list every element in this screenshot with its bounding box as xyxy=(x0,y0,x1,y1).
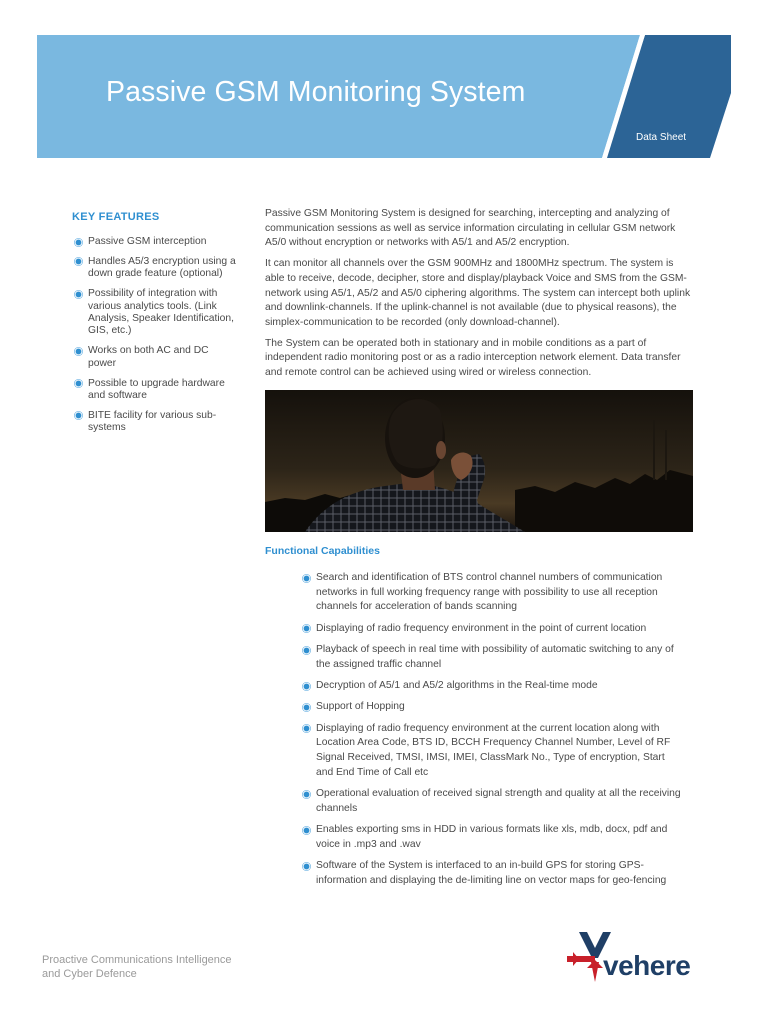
bullet-icon xyxy=(302,682,311,691)
bullet-icon xyxy=(302,862,311,871)
list-item: Works on both AC and DC power xyxy=(74,345,239,370)
key-features-heading: KEY FEATURES xyxy=(72,211,160,223)
list-item: Displaying of radio frequency environment in the point of current location xyxy=(302,622,682,637)
footer-tagline-line: Proactive Communications Intelligence xyxy=(42,954,232,966)
bullet-icon xyxy=(302,724,311,733)
bullet-icon xyxy=(74,257,83,266)
vehere-logo-text: vehere xyxy=(603,950,691,981)
list-item: Playback of speech in real time with possibility of automatic switching to any of the assigned traffic channel xyxy=(302,643,682,672)
man-on-phone-photo xyxy=(265,390,693,532)
footer-tagline xyxy=(42,954,262,981)
list-item: Displaying of radio frequency environment at the current location along with Location Area Code, BTS ID, BCCH Frequency Channel Number, Level of RF Signal Received, TMSI, IMSI, IMEI, ClassMark No., Type of encryption, Start and End Time of Call etc xyxy=(302,722,682,781)
intro-paragraph: The System can be operated both in stationary and in mobile conditions as a part of independent radio monitoring post or as a radio interception network element. Data transfer and remote control can be achieved using wired or wireless connection. xyxy=(265,337,681,379)
list-item: Passive GSM interception xyxy=(74,236,239,248)
intro-paragraph: It can monitor all channels over the GSM 900MHz and 1800MHz spectrum. The system is able to receive, decode, decipher, store and display/playback Voice and SMS from the GSM-network using A5/1, A5/2 and A5/0 ciphering algorithms. The system can intercept both uplink and downlink-channels. If the uplink-channel is not available (due to physical reasons), the simplex-communication to be recorded (only download-channel). xyxy=(265,258,691,328)
bullet-icon xyxy=(302,826,311,835)
list-item: Possibility of integration with various analytics tools. (Link Analysis, Speaker Identification, GIS, etc.) xyxy=(74,288,239,338)
list-item: Operational evaluation of received signal strength and quality at all the receiving channels xyxy=(302,787,682,816)
functional-capabilities-list xyxy=(302,571,682,895)
list-item: Possible to upgrade hardware and software xyxy=(74,378,239,403)
doc-type-label: Data Sheet xyxy=(636,132,687,143)
list-item: Software of the System is interfaced to an in-build GPS for storing GPS-information and displaying the de-limiting line on vector maps for geo-fencing xyxy=(302,859,682,888)
functional-capabilities-heading: Functional Capabilities xyxy=(265,545,380,557)
bullet-icon xyxy=(302,703,311,712)
bullet-icon xyxy=(302,574,311,583)
list-item: Search and identification of BTS control channel numbers of communication networks in full working frequency range with possibility to use all reception channels for acceleration of bands scanning xyxy=(302,571,682,615)
list-item: Support of Hopping xyxy=(302,700,682,715)
key-features-list xyxy=(74,236,239,442)
list-item: Handles A5/3 encryption using a down grade feature (optional) xyxy=(74,256,239,281)
intro-text xyxy=(265,207,695,387)
bullet-icon xyxy=(302,790,311,799)
bullet-icon xyxy=(302,624,311,633)
bullet-icon xyxy=(74,379,83,388)
bullet-icon xyxy=(74,347,83,356)
footer-tagline-line: and Cyber Defence xyxy=(42,967,137,980)
bullet-icon xyxy=(74,290,83,299)
bullet-icon xyxy=(74,411,83,420)
list-item: Decryption of A5/1 and A5/2 algorithms in the Real-time mode xyxy=(302,679,682,694)
bullet-icon xyxy=(302,646,311,655)
list-item: Enables exporting sms in HDD in various formats like xls, mdb, docx, pdf and voice in .mp3 and .wav xyxy=(302,823,682,852)
list-item: BITE facility for various sub-systems xyxy=(74,410,239,435)
bullet-icon xyxy=(74,238,83,247)
intro-paragraph: Passive GSM Monitoring System is designed for searching, intercepting and analyzing of communication sessions as well as service information circulating in cellular GSM network A5/0 without encryption or networks with A5/1 and A5/2 encryption. xyxy=(265,208,676,249)
page-title: Passive GSM Monitoring System xyxy=(106,76,526,108)
